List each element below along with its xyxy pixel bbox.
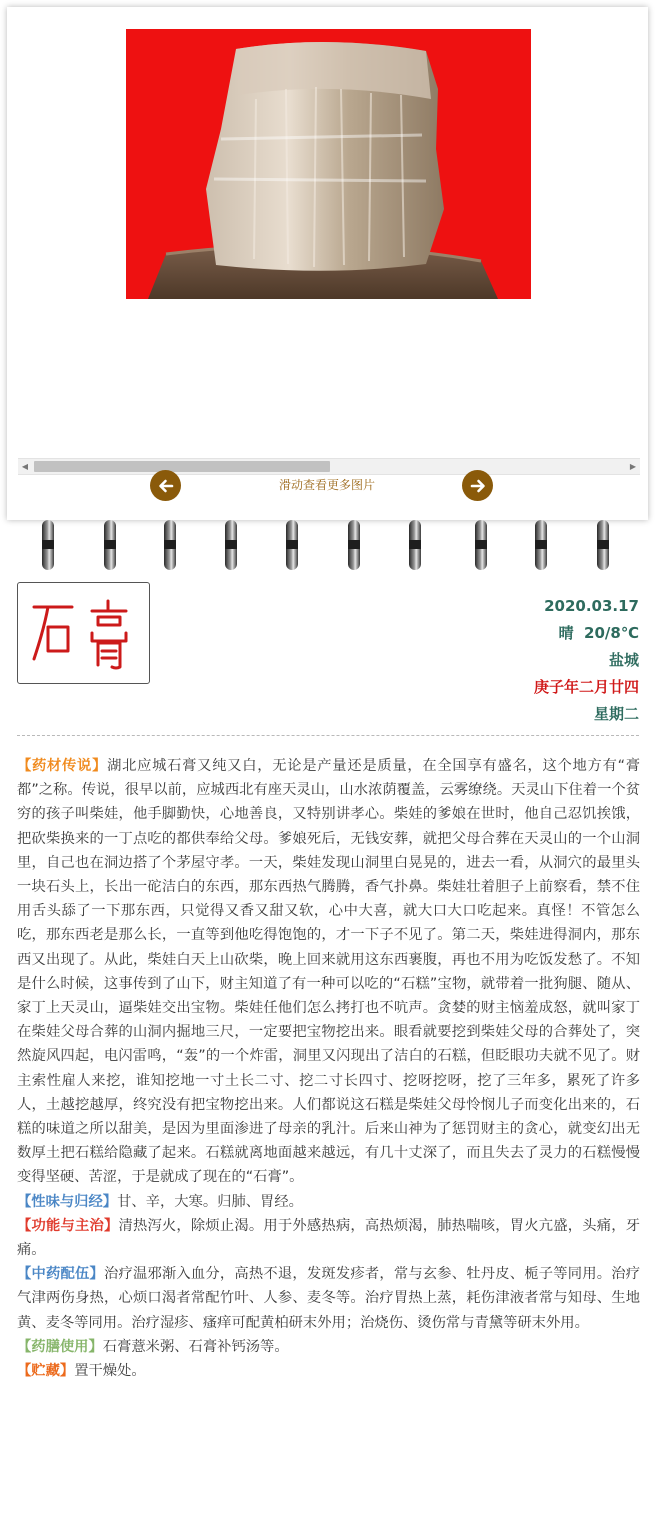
section-label: 【药膳使用】 — [17, 1338, 103, 1355]
binder-ring-band — [225, 540, 237, 549]
section-label: 【贮藏】 — [17, 1363, 75, 1380]
binder-ring-band — [409, 540, 421, 549]
lunar-date-text: 庚子年二月廿四 — [533, 678, 639, 696]
section-text: 石膏薏米粥、石膏补钙汤等。 — [102, 1338, 289, 1355]
binder-ring-band — [164, 540, 176, 549]
section-storage — [17, 1359, 640, 1383]
gallery-scrollbar[interactable] — [18, 458, 640, 475]
next-image-button[interactable] — [462, 470, 493, 501]
prev-image-button[interactable] — [150, 470, 181, 501]
binder-ring-band — [104, 540, 116, 549]
seal-script-logo — [18, 583, 149, 683]
section-taste — [17, 1190, 640, 1214]
arrow-left-icon — [158, 478, 174, 494]
city-text: 盐城 — [608, 651, 639, 669]
arrow-right-icon — [470, 478, 486, 494]
section-diet — [17, 1335, 640, 1359]
binder-ring-band — [475, 540, 487, 549]
section-text: 置干燥处。 — [74, 1363, 146, 1380]
seal-stamp — [17, 582, 150, 684]
divider — [17, 735, 639, 736]
gallery-hint: 滑动查看更多图片 — [278, 478, 375, 492]
date-text: 2020.03.17 — [544, 597, 639, 615]
weather-text: 晴 20/8℃ — [558, 624, 639, 642]
binder-ring-band — [286, 540, 298, 549]
binder-ring-band — [42, 540, 54, 549]
section-legend — [17, 754, 640, 1190]
section-text: 清热泻火，除烦止渴。用于外感热病，高热烦渴，肺热喘咳，胃火亢盛，头痛，牙痛。 — [17, 1217, 640, 1259]
section-text: 湖北应城石膏又纯又白，无论是产量还是质量，在全国享有盛名，这个地方有“膏都”之称。传说，很早以前，应城西北有座天灵山，山水浓荫覆盖，云雾缭绕。天灵山下住着一个贫穷的孩子叫柴娃，他手脚勤快，心地善良，又特别讲孝心。柴娃的爹娘在世时，他自己忍饥挨饿，把砍柴换来的一丁点吃的都供奉给父母。爹娘死后，无钱安葬，就把父母合葬在天灵山的一个山洞里，自己也在洞边搭了个茅屋守孝。一天，柴娃发现山洞里白晃晃的，进去一看，从洞穴的最里头一块石头上，长出一砣洁白的东西，那东西热气腾腾，香气扑鼻。柴娃壮着胆子上前察看，禁不住用舌头舔了一下那东西，只觉得又香又甜又软，心中大喜，就大口大口吃起来。真怪！不管怎么吃，那东西老是那么长，一直等到他吃得饱饱的，才一下子不见了。第二天，柴娃进得洞内，那东西又出现了。从此，柴娃白天上山砍柴，晚上回来就用这东西裹腹，再也不用为吃饭发愁了。不知是什么时候，这事传到了山下，财主知道了有一种可以吃的“石糕”宝物，就带着一批狗腿、随从、家丁上天灵山，逼柴娃交出宝物。柴娃任他们怎么拷打也不吭声。贪婪的财主恼羞成怒，就叫家丁在柴娃父母合葬的山洞内掘地三尺，一定要把宝物挖出来。眼看就要挖到柴娃父母的合葬处了，突然旋风四起，电闪雷鸣，“轰”的一个炸雷，洞里又闪现出了洁白的石糕，但眨眼功夫就不见了。财主索性雇人来挖，谁知挖地一寸土长二寸、挖二寸长四寸、挖呀挖呀，挖了三年多，累死了许多人，土越挖越厚，终究没有把宝物挖出来。人们都说这石糕是柴娃父母怜悯儿子而变化出来的，石糕的味道之所以甜美，是因为里面渗进了母亲的乳汁。后来山神为了惩罚财主的贪心，就变幻出无数厚土把石糕给隐藏了起来。石糕就离地面越来越远，有几十丈深了，而且失去了灵力的石糕慢慢变得坚硬、苦涩，于是就成了现在的“石膏”。 — [17, 758, 641, 1186]
section-text: 甘、辛，大寒。归肺、胃经。 — [117, 1193, 303, 1210]
section-function — [17, 1214, 640, 1262]
section-label: 【中药配伍】 — [17, 1266, 104, 1283]
binder-ring-band — [535, 540, 547, 549]
gypsum-crystal-image — [126, 29, 531, 299]
section-label: 【性味与归经】 — [17, 1193, 118, 1210]
date-info — [379, 593, 639, 728]
weekday-text: 星期二 — [593, 705, 639, 723]
section-label: 【功能与主治】 — [17, 1217, 119, 1234]
scroll-left-arrow-icon[interactable]: ◀ — [21, 462, 29, 471]
binder-ring-band — [597, 540, 609, 549]
gypsum-photo[interactable] — [126, 29, 531, 299]
section-compatibility — [17, 1262, 640, 1335]
section-label: 【药材传说】 — [17, 758, 108, 774]
binder-ring-band — [348, 540, 360, 549]
scrollbar-thumb[interactable] — [34, 461, 330, 472]
binder-rings — [0, 514, 655, 576]
section-text: 治疗温邪渐入血分，高热不退，发斑发疹者，常与玄参、牡丹皮、栀子等同用。治疗气津两伤身热，心烦口渴者常配竹叶、人参、麦冬等。治疗胃热上蒸，耗伤津液者常与知母、生地黄、麦冬等同用。治疗湿疹、瘙痒可配黄柏研末外用；治烧伤、烫伤常与青黛等研末外用。 — [17, 1266, 641, 1331]
gallery-card — [7, 7, 648, 520]
scroll-right-arrow-icon[interactable]: ▶ — [629, 462, 637, 471]
article-body — [17, 754, 640, 1383]
